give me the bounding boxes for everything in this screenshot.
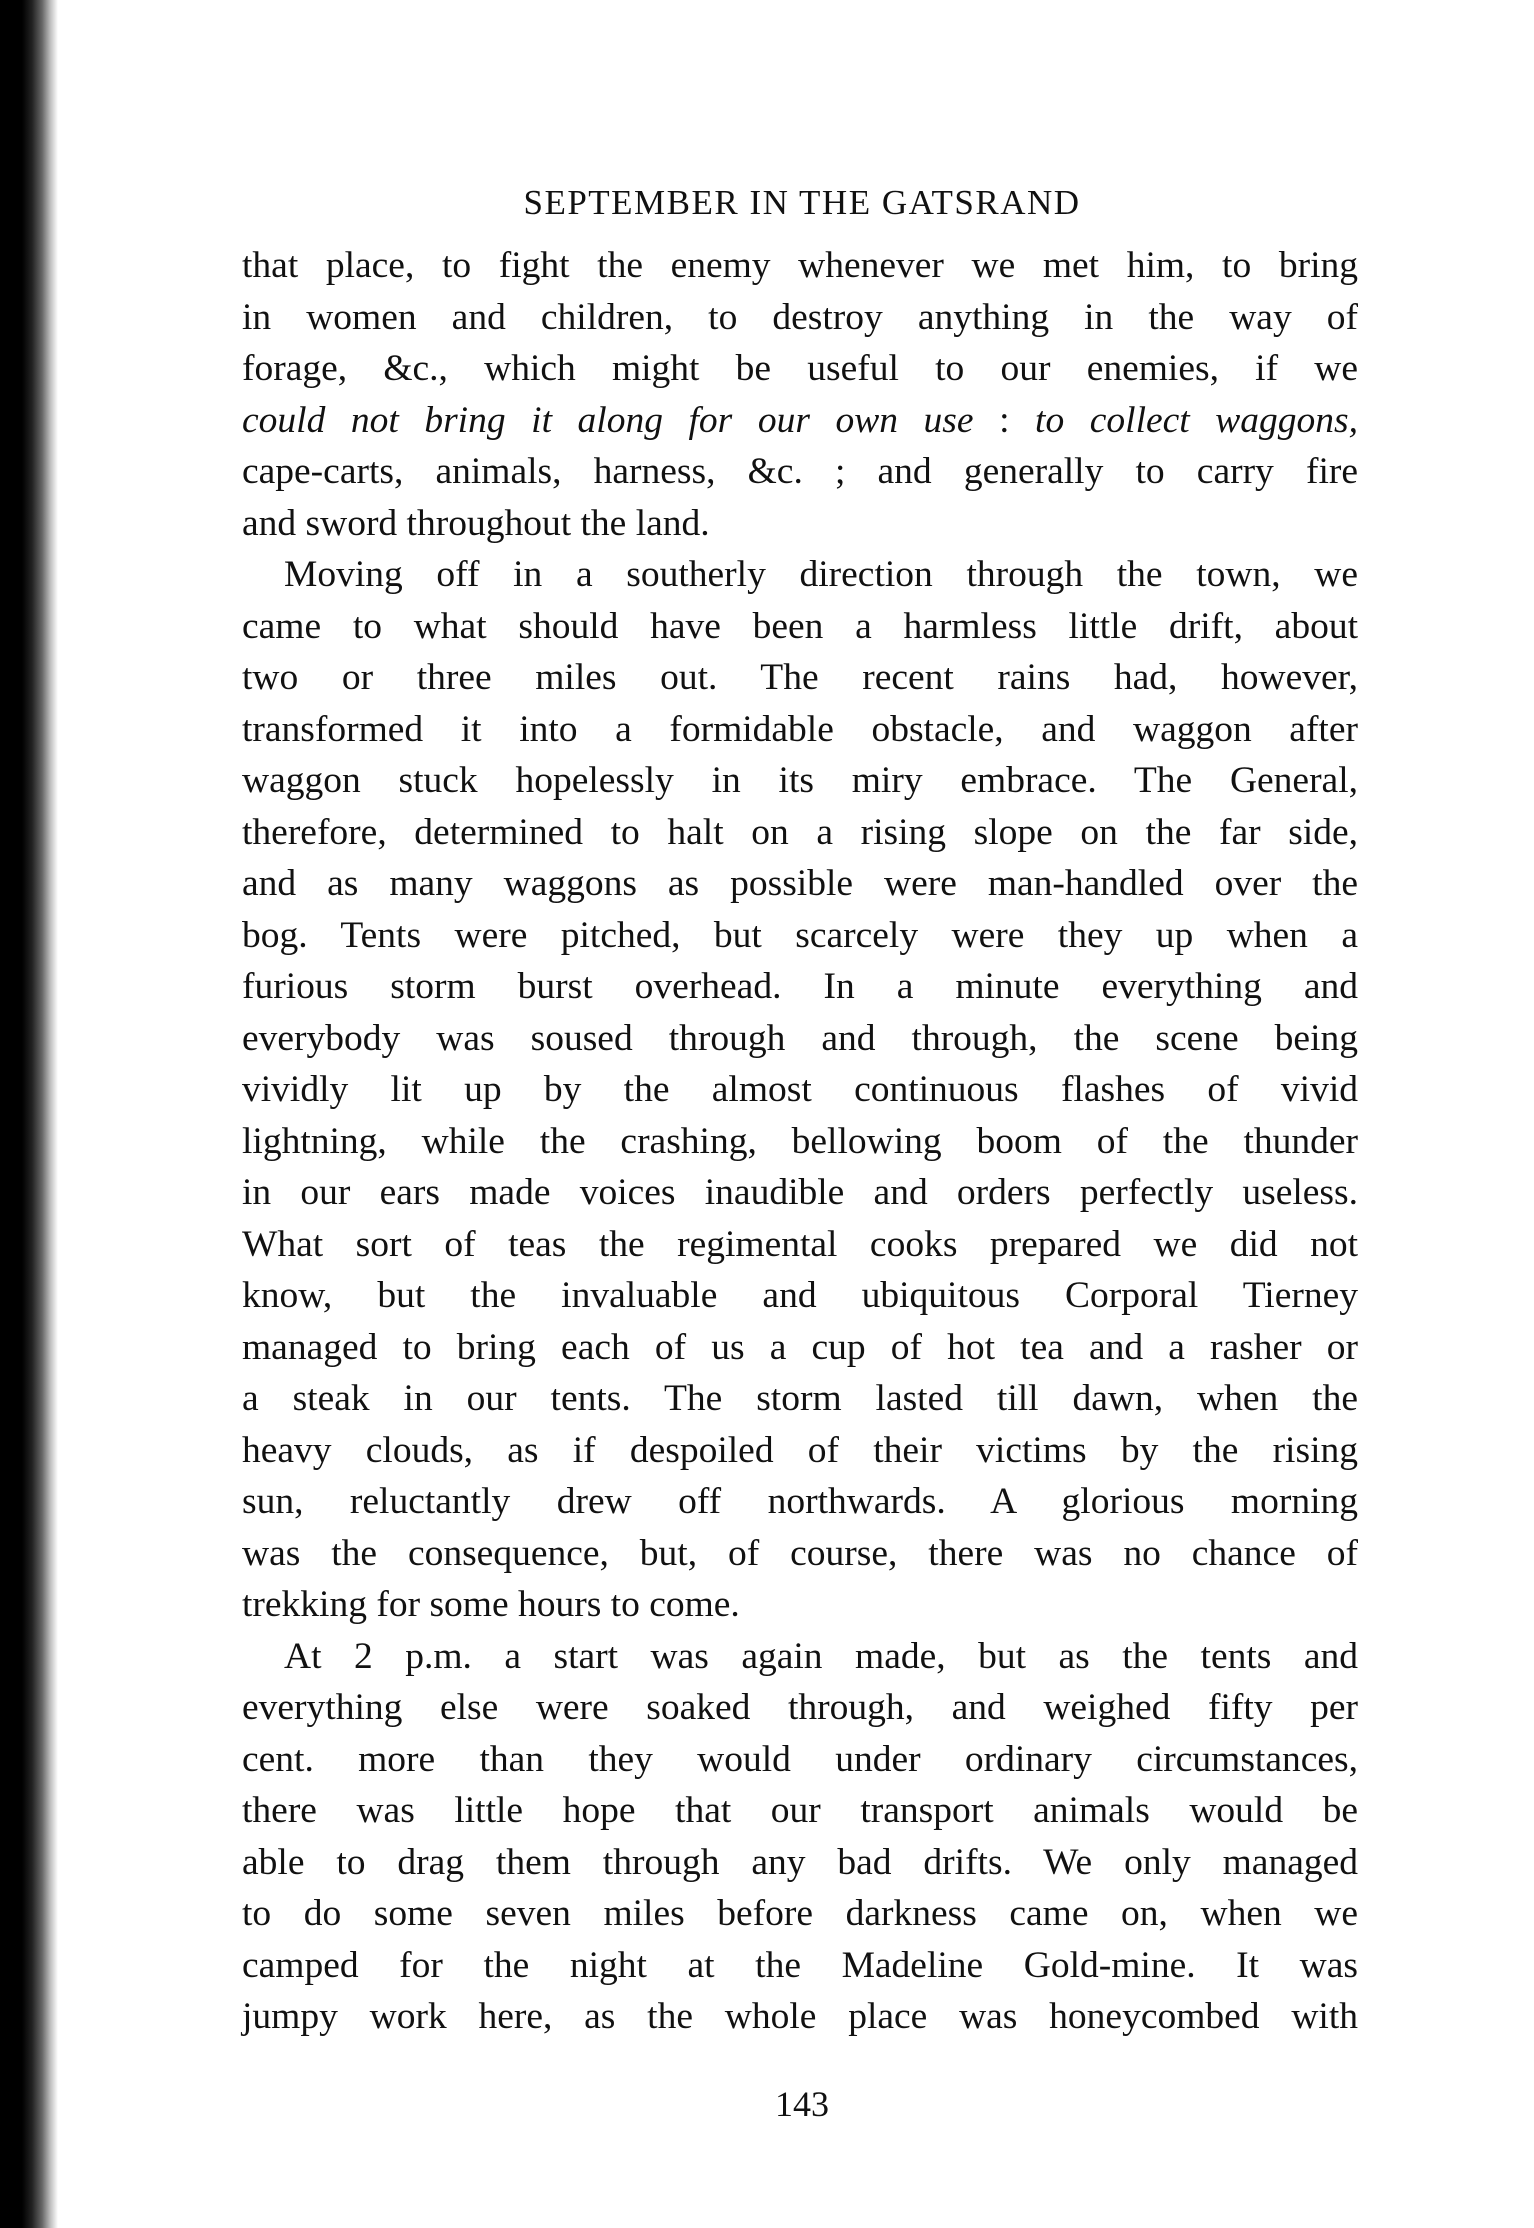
book-binding-edge xyxy=(0,0,58,2228)
italic-text: to collect waggons, xyxy=(1009,399,1358,441)
text-line: was the consequence, but, of course, there was no chance of xyxy=(242,1532,1358,1574)
text-line: bog. Tents were pitched, but scarcely were they up when a xyxy=(242,914,1358,956)
text-line: What sort of teas the regimental cooks prepared we did not xyxy=(242,1223,1358,1265)
text-line: a steak in our tents. The storm lasted till dawn, when the xyxy=(242,1378,1358,1419)
text-line: transformed it into a formidable obstacle, and waggon after xyxy=(242,708,1358,750)
text-line: two or three miles out. The recent rains had, however, xyxy=(242,657,1358,698)
text-line: camped for the night at the Madeline Gold-mine. It was xyxy=(242,1944,1358,1986)
text-line: in women and children, to destroy anything in the way of xyxy=(242,296,1358,338)
text-line: to do some seven miles before darkness came on, when we xyxy=(242,1893,1358,1934)
text-line: cape-carts, animals, harness, &c. ; and generally to carry fire xyxy=(242,451,1358,492)
text-line: Moving off in a southerly direction through the town, we xyxy=(284,554,1358,595)
text-line: everybody was soused through and through, the scene being xyxy=(242,1017,1358,1059)
text-line: waggon stuck hopelessly in its miry embrace. The General, xyxy=(242,760,1358,801)
text-line: everything else were soaked through, and weighed fifty per xyxy=(242,1687,1358,1728)
text-line: able to drag them through any bad drifts. We only managed xyxy=(242,1841,1358,1883)
text-line: in our ears made voices inaudible and orders perfectly useless. xyxy=(242,1172,1358,1213)
text-line: managed to bring each of us a cup of hot tea and a rasher or xyxy=(242,1326,1358,1368)
text-line: came to what should have been a harmless little drift, about xyxy=(242,605,1358,647)
text-line: that place, to fight the enemy whenever we met him, to bring xyxy=(242,245,1358,286)
italic-text: could not bring it along for our own use xyxy=(242,399,1000,441)
running-header: SEPTEMBER IN THE GATSRAND xyxy=(523,183,1081,222)
text-line: lightning, while the crashing, bellowing boom of the thunder xyxy=(242,1120,1358,1162)
text-line: vividly lit up by the almost continuous flashes of vivid xyxy=(242,1069,1358,1110)
text-line: furious storm burst overhead. In a minute everything and xyxy=(242,966,1358,1007)
text-line: heavy clouds, as if despoiled of their victims by the rising xyxy=(242,1429,1358,1471)
text-line: trekking for some hours to come. xyxy=(242,1584,740,1625)
text-line xyxy=(242,395,1358,447)
page-number: 143 xyxy=(775,2084,829,2124)
text-segment: : xyxy=(999,399,1010,441)
text-line: sun, reluctantly drew off northwards. A glorious morning xyxy=(242,1481,1358,1522)
text-line: and sword throughout the land. xyxy=(242,502,710,544)
text-line: forage, &c., which might be useful to our enemies, if we xyxy=(242,348,1358,389)
text-line: know, but the invaluable and ubiquitous Corporal Tierney xyxy=(242,1275,1358,1316)
text-line: therefore, determined to halt on a rising slope on the far side, xyxy=(242,811,1358,853)
text-line: and as many waggons as possible were man-handled over the xyxy=(242,863,1358,904)
text-line: At 2 p.m. a start was again made, but as the tents and xyxy=(284,1635,1358,1677)
text-line: cent. more than they would under ordinary circumstances, xyxy=(242,1738,1358,1780)
text-line: there was little hope that our transport animals would be xyxy=(242,1790,1358,1831)
body-text xyxy=(242,240,1358,2043)
text-line: jumpy work here, as the whole place was honeycombed with xyxy=(242,1996,1358,2037)
